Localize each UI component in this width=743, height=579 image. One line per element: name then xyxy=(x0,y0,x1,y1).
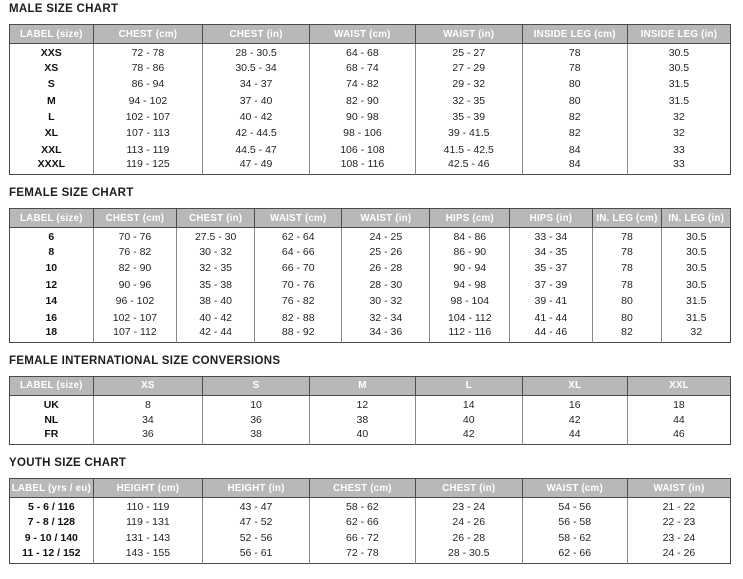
table-row xyxy=(10,310,731,326)
cell-value: 44 xyxy=(627,412,730,428)
column-header: WAIST (cm) xyxy=(309,25,415,44)
cell-value: 82 xyxy=(522,125,627,141)
row-label: NL xyxy=(44,413,59,426)
female-international-conversions-title: FEMALE INTERNATIONAL SIZE CONVERSIONS xyxy=(9,354,281,367)
cell-value: 37 - 39 xyxy=(510,277,592,293)
cell-value: 66 - 70 xyxy=(255,260,342,276)
cell-value: 31.5 xyxy=(627,93,730,109)
cell-value: 28 - 30 xyxy=(342,277,430,293)
cell-value: 104 - 112 xyxy=(430,310,510,326)
cell-value: 23 - 24 xyxy=(627,530,730,546)
table-row xyxy=(10,530,731,546)
column-header: S xyxy=(203,376,310,395)
cell-value: 30 - 32 xyxy=(342,293,430,309)
cell-value: 119 - 125 xyxy=(93,158,203,174)
cell-value: 84 xyxy=(522,158,627,174)
column-header: L xyxy=(415,376,522,395)
cell-value: 34 - 36 xyxy=(342,326,430,342)
cell-value: 31.5 xyxy=(662,293,731,309)
table-row xyxy=(10,293,731,309)
table-row xyxy=(10,76,731,92)
cell-value: 36 xyxy=(93,428,203,444)
row-label: 12 xyxy=(45,278,58,291)
cell-value: 58 - 62 xyxy=(309,498,415,514)
cell-value: 131 - 143 xyxy=(93,530,203,546)
row-label: XL xyxy=(44,127,59,140)
column-header: LABEL (size) xyxy=(10,209,94,228)
column-header: XS xyxy=(93,376,203,395)
table-row xyxy=(10,125,731,141)
cell-value: 32 xyxy=(627,125,730,141)
cell-value: 32 xyxy=(627,109,730,125)
row-label: 16 xyxy=(45,311,58,324)
female-international-conversions-section xyxy=(9,355,734,445)
column-header: CHEST (cm) xyxy=(309,479,415,498)
cell-value: 90 - 98 xyxy=(309,109,415,125)
cell-value: 40 xyxy=(415,412,522,428)
table-row xyxy=(10,260,731,276)
column-header: CHEST (in) xyxy=(177,209,255,228)
column-header: HIPS (in) xyxy=(510,209,592,228)
cell-value: 32 - 34 xyxy=(342,310,430,326)
cell-value: 80 xyxy=(592,310,662,326)
table-row xyxy=(10,44,731,60)
cell-value: 102 - 107 xyxy=(93,109,203,125)
row-label: 10 xyxy=(45,262,58,275)
cell-value: 30.5 xyxy=(662,277,731,293)
column-header: WAIST (cm) xyxy=(522,479,627,498)
table-row xyxy=(10,547,731,563)
size-table xyxy=(9,24,731,175)
cell-value: 88 - 92 xyxy=(255,326,342,342)
cell-value: 86 - 90 xyxy=(430,244,510,260)
cell-value: 34 xyxy=(93,412,203,428)
cell-value: 112 - 116 xyxy=(430,326,510,342)
cell-value: 42.5 - 46 xyxy=(415,158,522,174)
column-header: WAIST (cm) xyxy=(255,209,342,228)
cell-value: 33 xyxy=(627,158,730,174)
cell-value: 27 - 29 xyxy=(415,60,522,76)
cell-value: 70 - 76 xyxy=(255,277,342,293)
cell-value: 38 - 40 xyxy=(177,293,255,309)
male-size-chart-title: MALE SIZE CHART xyxy=(9,3,119,15)
cell-value: 35 - 39 xyxy=(415,109,522,125)
cell-value: 30.5 xyxy=(627,60,730,76)
cell-value: 80 xyxy=(592,293,662,309)
column-header: WAIST (in) xyxy=(627,479,730,498)
cell-value: 64 - 68 xyxy=(309,44,415,60)
row-label: 6 xyxy=(48,231,55,244)
cell-value: 119 - 131 xyxy=(93,514,203,530)
row-label: XS xyxy=(44,61,59,74)
cell-value: 35 - 37 xyxy=(510,260,592,276)
cell-value: 38 xyxy=(309,412,415,428)
cell-value: 80 xyxy=(522,76,627,92)
row-label: XXL xyxy=(41,143,62,156)
row-label: S xyxy=(47,78,55,91)
cell-value: 86 - 94 xyxy=(93,76,203,92)
cell-value: 37 - 40 xyxy=(203,93,310,109)
table-header-row xyxy=(10,376,731,395)
cell-value: 82 xyxy=(522,109,627,125)
column-header: WAIST (in) xyxy=(342,209,430,228)
cell-value: 54 - 56 xyxy=(522,498,627,514)
cell-value: 23 - 24 xyxy=(415,498,522,514)
female-size-chart-table xyxy=(9,208,734,343)
cell-value: 80 xyxy=(522,93,627,109)
cell-value: 36 xyxy=(203,412,310,428)
size-table xyxy=(9,478,731,564)
column-header: XL xyxy=(522,376,627,395)
column-header: LABEL (size) xyxy=(10,376,94,395)
cell-value: 30.5 xyxy=(662,260,731,276)
cell-value: 98 - 104 xyxy=(430,293,510,309)
column-header: CHEST (in) xyxy=(415,479,522,498)
cell-value: 62 - 64 xyxy=(255,228,342,244)
cell-value: 78 xyxy=(522,44,627,60)
cell-value: 94 - 98 xyxy=(430,277,510,293)
table-row xyxy=(10,228,731,244)
cell-value: 44.5 - 47 xyxy=(203,142,310,158)
table-row xyxy=(10,428,731,444)
cell-value: 66 - 72 xyxy=(309,530,415,546)
column-header: M xyxy=(309,376,415,395)
youth-size-chart-title: YOUTH SIZE CHART xyxy=(9,457,127,470)
row-label: 14 xyxy=(45,295,58,308)
cell-value: 40 - 42 xyxy=(203,109,310,125)
cell-value: 82 xyxy=(592,326,662,342)
table-row xyxy=(10,93,731,109)
female-international-conversions-table xyxy=(9,376,734,445)
cell-value: 10 xyxy=(203,395,310,411)
cell-value: 64 - 66 xyxy=(255,244,342,260)
cell-value: 16 xyxy=(522,395,627,411)
row-label: XXXL xyxy=(37,158,66,171)
cell-value: 42 - 44 xyxy=(177,326,255,342)
row-label: XXS xyxy=(40,47,62,60)
row-label: 9 - 10 / 140 xyxy=(24,532,78,545)
cell-value: 30.5 xyxy=(662,244,731,260)
table-header-row xyxy=(10,25,731,44)
cell-value: 30 - 32 xyxy=(177,244,255,260)
cell-value: 30.5 xyxy=(627,44,730,60)
row-label: FR xyxy=(44,428,59,441)
table-row xyxy=(10,498,731,514)
cell-value: 106 - 108 xyxy=(309,142,415,158)
cell-value: 70 - 76 xyxy=(93,228,177,244)
cell-value: 40 - 42 xyxy=(177,310,255,326)
youth-size-chart-section xyxy=(9,457,734,564)
cell-value: 39 - 41.5 xyxy=(415,125,522,141)
cell-value: 33 xyxy=(627,142,730,158)
cell-value: 25 - 27 xyxy=(415,44,522,60)
cell-value: 44 - 46 xyxy=(510,326,592,342)
row-label: 11 - 12 / 152 xyxy=(22,546,81,559)
table-row xyxy=(10,277,731,293)
cell-value: 76 - 82 xyxy=(93,244,177,260)
table-header-row xyxy=(10,209,731,228)
cell-value: 143 - 155 xyxy=(93,547,203,563)
cell-value: 72 - 78 xyxy=(93,44,203,60)
size-table xyxy=(9,208,731,343)
row-label: UK xyxy=(43,399,59,412)
table-row xyxy=(10,395,731,411)
cell-value: 58 - 62 xyxy=(522,530,627,546)
cell-value: 22 - 23 xyxy=(627,514,730,530)
cell-value: 84 - 86 xyxy=(430,228,510,244)
column-header: HEIGHT (cm) xyxy=(93,479,203,498)
table-row xyxy=(10,142,731,158)
cell-value: 107 - 113 xyxy=(93,125,203,141)
cell-value: 96 - 102 xyxy=(93,293,177,309)
cell-value: 32 - 35 xyxy=(415,93,522,109)
cell-value: 82 - 88 xyxy=(255,310,342,326)
cell-value: 26 - 28 xyxy=(415,530,522,546)
row-label: 5 - 6 / 116 xyxy=(27,501,75,514)
row-label: 7 - 8 / 128 xyxy=(27,515,75,528)
cell-value: 28 - 30.5 xyxy=(415,547,522,563)
cell-value: 42 - 44.5 xyxy=(203,125,310,141)
cell-value: 29 - 32 xyxy=(415,76,522,92)
column-header: CHEST (in) xyxy=(203,25,310,44)
cell-value: 78 xyxy=(522,60,627,76)
male-size-chart-table xyxy=(9,24,734,175)
column-header: LABEL (yrs / eu) xyxy=(10,479,94,498)
cell-value: 76 - 82 xyxy=(255,293,342,309)
cell-value: 84 xyxy=(522,142,627,158)
cell-value: 24 - 25 xyxy=(342,228,430,244)
size-table xyxy=(9,376,731,445)
cell-value: 26 - 28 xyxy=(342,260,430,276)
cell-value: 78 xyxy=(592,228,662,244)
table-row xyxy=(10,109,731,125)
cell-value: 38 xyxy=(203,428,310,444)
female-size-chart-title: FEMALE SIZE CHART xyxy=(9,187,134,200)
cell-value: 27.5 - 30 xyxy=(177,228,255,244)
cell-value: 98 - 106 xyxy=(309,125,415,141)
column-header: WAIST (in) xyxy=(415,25,522,44)
cell-value: 24 - 26 xyxy=(627,547,730,563)
cell-value: 41 - 44 xyxy=(510,310,592,326)
cell-value: 90 - 94 xyxy=(430,260,510,276)
cell-value: 18 xyxy=(627,395,730,411)
cell-value: 12 xyxy=(309,395,415,411)
column-header: INSIDE LEG (in) xyxy=(627,25,730,44)
table-row xyxy=(10,158,731,174)
table-row xyxy=(10,412,731,428)
column-header: XXL xyxy=(627,376,730,395)
row-label: 18 xyxy=(45,326,58,339)
female-size-chart-section xyxy=(9,187,734,343)
cell-value: 62 - 66 xyxy=(522,547,627,563)
youth-size-chart-table xyxy=(9,478,734,564)
column-header: CHEST (cm) xyxy=(93,25,203,44)
cell-value: 62 - 66 xyxy=(309,514,415,530)
table-header-row xyxy=(10,479,731,498)
male-size-chart-section xyxy=(9,3,734,175)
cell-value: 40 xyxy=(309,428,415,444)
cell-value: 35 - 38 xyxy=(177,277,255,293)
cell-value: 33 - 34 xyxy=(510,228,592,244)
table-row xyxy=(10,326,731,342)
cell-value: 30.5 - 34 xyxy=(203,60,310,76)
column-header: CHEST (cm) xyxy=(93,209,177,228)
cell-value: 47 - 52 xyxy=(203,514,310,530)
cell-value: 43 - 47 xyxy=(203,498,310,514)
cell-value: 68 - 74 xyxy=(309,60,415,76)
table-row xyxy=(10,514,731,530)
cell-value: 31.5 xyxy=(662,310,731,326)
cell-value: 25 - 26 xyxy=(342,244,430,260)
cell-value: 28 - 30.5 xyxy=(203,44,310,60)
cell-value: 82 - 90 xyxy=(93,260,177,276)
cell-value: 42 xyxy=(522,412,627,428)
cell-value: 56 - 58 xyxy=(522,514,627,530)
cell-value: 21 - 22 xyxy=(627,498,730,514)
column-header: INSIDE LEG (cm) xyxy=(522,25,627,44)
cell-value: 39 - 41 xyxy=(510,293,592,309)
cell-value: 102 - 107 xyxy=(93,310,177,326)
cell-value: 44 xyxy=(522,428,627,444)
cell-value: 34 - 35 xyxy=(510,244,592,260)
column-header: HIPS (cm) xyxy=(430,209,510,228)
cell-value: 78 xyxy=(592,277,662,293)
cell-value: 82 - 90 xyxy=(309,93,415,109)
column-header: HEIGHT (in) xyxy=(203,479,310,498)
row-label: M xyxy=(46,94,56,107)
row-label: L xyxy=(48,111,55,123)
cell-value: 47 - 49 xyxy=(203,158,310,174)
cell-value: 74 - 82 xyxy=(309,76,415,92)
cell-value: 90 - 96 xyxy=(93,277,177,293)
cell-value: 34 - 37 xyxy=(203,76,310,92)
row-label: 8 xyxy=(48,245,55,258)
column-header: LABEL (size) xyxy=(10,25,94,44)
cell-value: 107 - 112 xyxy=(93,326,177,342)
cell-value: 94 - 102 xyxy=(93,93,203,109)
cell-value: 113 - 119 xyxy=(93,142,203,158)
cell-value: 110 - 119 xyxy=(93,498,203,514)
cell-value: 56 - 61 xyxy=(203,547,310,563)
cell-value: 32 xyxy=(662,326,731,342)
cell-value: 8 xyxy=(93,395,203,411)
cell-value: 30.5 xyxy=(662,228,731,244)
cell-value: 42 xyxy=(415,428,522,444)
table-row xyxy=(10,244,731,260)
cell-value: 52 - 56 xyxy=(203,530,310,546)
cell-value: 78 - 86 xyxy=(93,60,203,76)
cell-value: 78 xyxy=(592,244,662,260)
cell-value: 14 xyxy=(415,395,522,411)
column-header: IN. LEG (cm) xyxy=(592,209,662,228)
cell-value: 31.5 xyxy=(627,76,730,92)
column-header: IN. LEG (in) xyxy=(662,209,731,228)
cell-value: 108 - 116 xyxy=(309,158,415,174)
cell-value: 32 - 35 xyxy=(177,260,255,276)
cell-value: 24 - 26 xyxy=(415,514,522,530)
cell-value: 46 xyxy=(627,428,730,444)
table-row xyxy=(10,60,731,76)
cell-value: 78 xyxy=(592,260,662,276)
cell-value: 41.5 - 42.5 xyxy=(415,142,522,158)
cell-value: 72 - 78 xyxy=(309,547,415,563)
